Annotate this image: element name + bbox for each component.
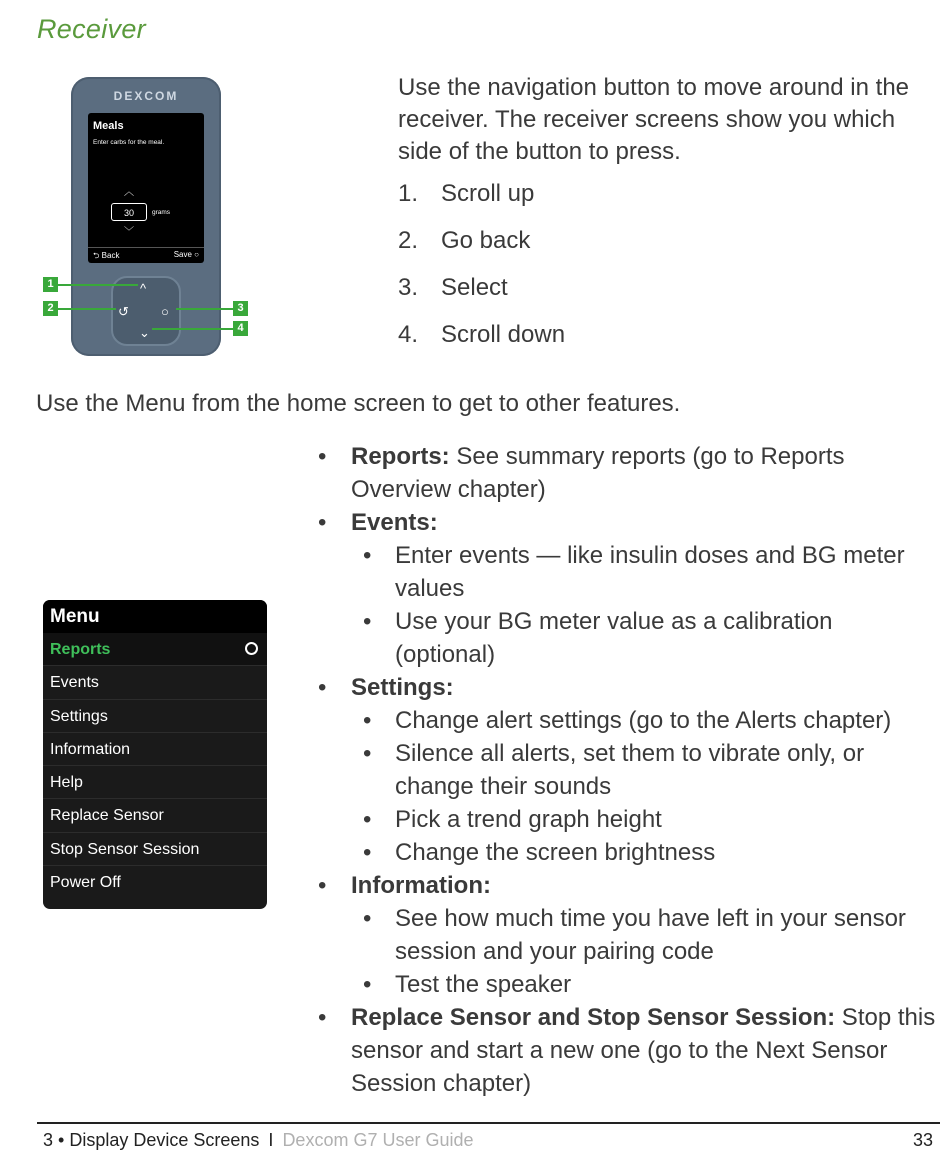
screen-subtitle: Enter carbs for the meal. (93, 139, 165, 146)
sub-bullet: • See how much time you have left in your sensor session and your pairing code (318, 902, 938, 968)
step-list (398, 180, 565, 368)
menu-item-power-off: Power Off (50, 874, 121, 892)
list-item (398, 180, 565, 227)
menu-screen (43, 600, 267, 909)
menu-item-settings: Settings (43, 700, 267, 733)
step-label: Scroll down (441, 321, 566, 348)
step-label: Scroll up (441, 180, 535, 207)
carb-unit: grams (152, 209, 171, 216)
bullet-label: Events: (351, 509, 438, 536)
page-number: 33 (912, 1130, 933, 1150)
footer-divider (37, 1122, 940, 1124)
callout-3: 3 (233, 301, 248, 316)
sub-bullet: • Change the screen brightness (318, 836, 938, 869)
menu-item-label: Reports (50, 641, 111, 658)
sub-bullet: • Enter events — like insulin doses and BG meter values (318, 539, 938, 605)
chevron-down-icon: ﹀ (124, 227, 134, 238)
callout-line-1 (58, 284, 138, 286)
screen-back (93, 250, 119, 264)
receiver-screen (88, 113, 204, 263)
callout-4: 4 (233, 321, 248, 336)
menu-item-stop-sensor-session: Stop Sensor Session (43, 833, 267, 866)
chevron-up-icon: ︿ (124, 187, 134, 198)
nav-down-icon: ⌄ (139, 325, 150, 340)
screen-divider (88, 247, 204, 248)
nav-up-icon: ^ (140, 281, 147, 296)
footer-guide: Dexcom G7 User Guide (282, 1130, 474, 1150)
bullet-information (318, 869, 938, 902)
footer-separator: I (268, 1130, 274, 1150)
step-label: Select (441, 274, 508, 301)
callout-line-4 (152, 328, 233, 330)
sub-bullet: • Test the speaker (318, 968, 938, 1001)
carb-value: 30 (111, 203, 147, 221)
screen-title: Meals (93, 120, 124, 132)
menu-header: Menu (43, 600, 267, 633)
step-number: 1. (398, 180, 419, 207)
step-number: 2. (398, 227, 419, 254)
menu-item-replace-sensor: Replace Sensor (43, 799, 267, 832)
screen-save (174, 250, 199, 259)
navigation-button (111, 276, 181, 346)
step-number: 4. (398, 321, 419, 348)
bullet-label: Reports: (351, 443, 450, 470)
menu-item-events: Events (43, 666, 267, 699)
bullet-label: Replace Sensor and Stop Sensor Session: (351, 1004, 836, 1031)
footer-chapter: 3 • Display Device Screens (43, 1130, 260, 1150)
bullet-events (318, 506, 938, 539)
screen-back-label: Back (101, 251, 120, 260)
sub-bullet: • Use your BG meter value as a calibration (optional) (318, 605, 938, 671)
menu-item-reports (43, 633, 267, 666)
intro-text: Use the navigation button to move around in the receiver. The receiver screens show you which side of the button to press. (398, 74, 910, 165)
bullet-text: See summary reports (go to Reports Overview chapter) (351, 443, 845, 503)
nav-back-icon: ↺ (118, 304, 129, 319)
brand-logo: DEXCOM (113, 89, 179, 103)
step-number: 3. (398, 274, 419, 301)
sub-bullet: • Silence all alerts, set them to vibrate only, or change their sounds (318, 737, 938, 803)
bullet-label: Settings: (351, 674, 454, 701)
menu-item-information: Information (43, 733, 267, 766)
bullet-label: Information: (351, 872, 491, 899)
sub-bullet: • Pick a trend graph height (318, 803, 938, 836)
sub-bullet: • Change alert settings (go to the Alerts chapter) (318, 704, 938, 737)
menu-sentence: Use the Menu from the home screen to get to other features. (36, 390, 681, 417)
step-label: Go back (441, 227, 531, 254)
circle-icon: ○ (194, 250, 199, 259)
callout-2: 2 (43, 301, 58, 316)
feature-list (318, 440, 938, 1100)
bullet-text: Stop this sensor and start a new one (go to the Next Sensor Session chapter) (351, 1004, 936, 1097)
list-item (398, 227, 565, 274)
callout-1: 1 (43, 277, 58, 292)
callout-line-2 (58, 308, 116, 310)
receiver-device (71, 77, 221, 356)
circle-icon (245, 642, 258, 655)
bullet-reports (318, 440, 938, 506)
nav-select-icon: ○ (161, 304, 169, 319)
list-item (398, 274, 565, 321)
screen-save-label: Save (173, 250, 192, 259)
list-item (398, 321, 565, 368)
section-title: Receiver (37, 14, 146, 44)
bullet-replace-sensor (318, 1001, 938, 1100)
bullet-settings (318, 671, 938, 704)
callout-line-3 (176, 308, 233, 310)
footer (43, 1130, 474, 1151)
menu-item-help: Help (43, 766, 267, 799)
back-arrow-icon: ⮌ (93, 251, 100, 260)
